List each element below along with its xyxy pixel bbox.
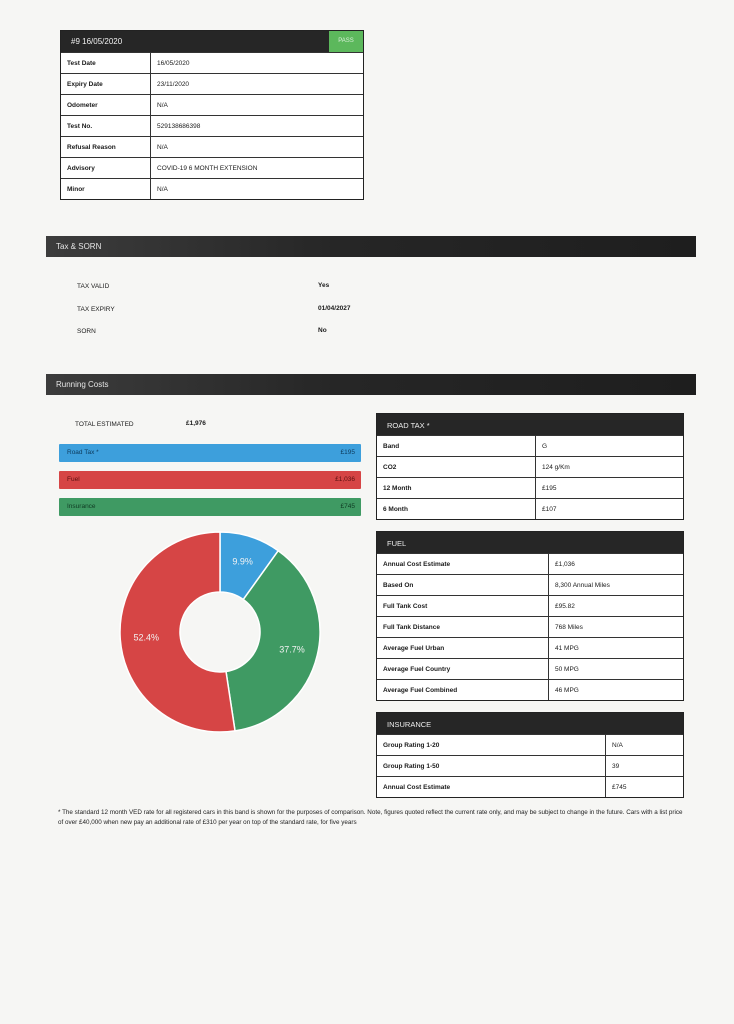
table-row — [377, 617, 683, 638]
row-value: N/A — [151, 95, 364, 116]
cost-value: £195 — [340, 449, 355, 456]
tax-expiry-value: 01/04/2027 — [318, 305, 351, 312]
tax-valid-label: TAX VALID — [77, 283, 110, 290]
cost-label: Road Tax * — [67, 449, 99, 456]
table-row — [377, 457, 683, 478]
cost-value: £1,036 — [335, 476, 355, 483]
row-value: 41 MPG — [549, 638, 684, 659]
row-label: Expiry Date — [61, 74, 151, 95]
row-label: Band — [377, 436, 536, 457]
table-row — [61, 158, 363, 179]
row-label: Test Date — [61, 53, 151, 74]
row-value: 50 MPG — [549, 659, 684, 680]
table-row — [61, 95, 363, 116]
row-value: N/A — [606, 735, 684, 756]
table-row — [61, 116, 363, 137]
row-label: Average Fuel Urban — [377, 638, 549, 659]
table-title: FUEL — [387, 539, 407, 548]
mot-date: #9 16/05/2020 — [71, 37, 123, 46]
tax-expiry-label: TAX EXPIRY — [77, 306, 115, 313]
road-tax-header — [377, 414, 683, 435]
row-value: 46 MPG — [549, 680, 684, 701]
total-estimated-value: £1,976 — [186, 420, 206, 427]
row-value: 529138686398 — [151, 116, 364, 137]
sorn-label: SORN — [77, 328, 96, 335]
total-estimated-label: TOTAL ESTIMATED — [75, 421, 134, 428]
row-value: N/A — [151, 179, 364, 200]
row-label: 6 Month — [377, 499, 536, 520]
table-row — [377, 554, 683, 575]
row-value: 39 — [606, 756, 684, 777]
section-title: Tax & SORN — [56, 242, 102, 251]
row-label: CO2 — [377, 457, 536, 478]
row-label: Based On — [377, 575, 549, 596]
row-value: 768 Miles — [549, 617, 684, 638]
cost-value: £745 — [340, 503, 355, 510]
donut-label-fuel: 52.4% — [133, 632, 159, 643]
row-value: £107 — [536, 499, 684, 520]
row-label: Average Fuel Country — [377, 659, 549, 680]
cost-bar-road-tax — [59, 444, 361, 462]
row-value: £745 — [606, 777, 684, 798]
donut-label-road-tax: 9.9% — [232, 556, 253, 567]
row-label: Refusal Reason — [61, 137, 151, 158]
row-value: 16/05/2020 — [151, 53, 364, 74]
row-value: 23/11/2020 — [151, 74, 364, 95]
table-row — [61, 179, 363, 200]
mot-result-badge: PASS — [329, 31, 363, 52]
tax-section-header — [46, 236, 696, 257]
mot-record-table — [60, 30, 364, 200]
fuel-table — [376, 531, 684, 701]
row-label: Group Rating 1-20 — [377, 735, 606, 756]
table-row — [377, 638, 683, 659]
mot-record-header — [61, 31, 363, 52]
row-label: Test No. — [61, 116, 151, 137]
tax-valid-value: Yes — [318, 282, 330, 289]
section-title: Running Costs — [56, 380, 109, 389]
row-label: Minor — [61, 179, 151, 200]
row-label: 12 Month — [377, 478, 536, 499]
insurance-header — [377, 713, 683, 734]
table-row — [377, 596, 683, 617]
row-label: Average Fuel Combined — [377, 680, 549, 701]
row-value: 8,300 Annual Miles — [549, 575, 684, 596]
table-row — [377, 735, 683, 756]
row-label: Annual Cost Estimate — [377, 777, 606, 798]
table-row — [61, 137, 363, 158]
table-row — [377, 478, 683, 499]
table-title: INSURANCE — [387, 720, 432, 729]
footnote: * The standard 12 month VED rate for all registered cars in this band is shown for the purposes of comparison. Note, figures quoted reflect the current rate only, and may be subject to change in the future. Cars with a list price of over £40,000 when new pay an additional rate of £310 per year on top of the standard rate, for five years — [58, 809, 683, 826]
donut-label-insurance: 37.7% — [279, 644, 305, 655]
running-costs-header — [46, 374, 696, 395]
table-title: ROAD TAX * — [387, 421, 430, 430]
table-row — [377, 680, 683, 701]
table-row — [377, 777, 683, 798]
row-value: COVID-19 6 MONTH EXTENSION — [151, 158, 364, 179]
row-value: £95.82 — [549, 596, 684, 617]
row-value: G — [536, 436, 684, 457]
row-label: Advisory — [61, 158, 151, 179]
row-value: £1,036 — [549, 554, 684, 575]
sorn-value: No — [318, 327, 327, 334]
insurance-table — [376, 712, 684, 798]
road-tax-table — [376, 413, 684, 520]
cost-label: Fuel — [67, 476, 80, 483]
cost-bar-insurance — [59, 498, 361, 516]
row-value: N/A — [151, 137, 364, 158]
table-row — [377, 575, 683, 596]
table-row — [377, 436, 683, 457]
table-row — [61, 74, 363, 95]
running-costs-donut-chart — [110, 522, 330, 742]
row-label: Full Tank Distance — [377, 617, 549, 638]
table-row — [377, 756, 683, 777]
table-row — [61, 53, 363, 74]
cost-bar-fuel — [59, 471, 361, 489]
table-row — [377, 659, 683, 680]
row-label: Full Tank Cost — [377, 596, 549, 617]
fuel-header — [377, 532, 683, 553]
row-label: Odometer — [61, 95, 151, 116]
row-label: Group Rating 1-50 — [377, 756, 606, 777]
row-label: Annual Cost Estimate — [377, 554, 549, 575]
cost-label: Insurance — [67, 503, 96, 510]
table-row — [377, 499, 683, 520]
row-value: 124 g/Km — [536, 457, 684, 478]
row-value: £195 — [536, 478, 684, 499]
